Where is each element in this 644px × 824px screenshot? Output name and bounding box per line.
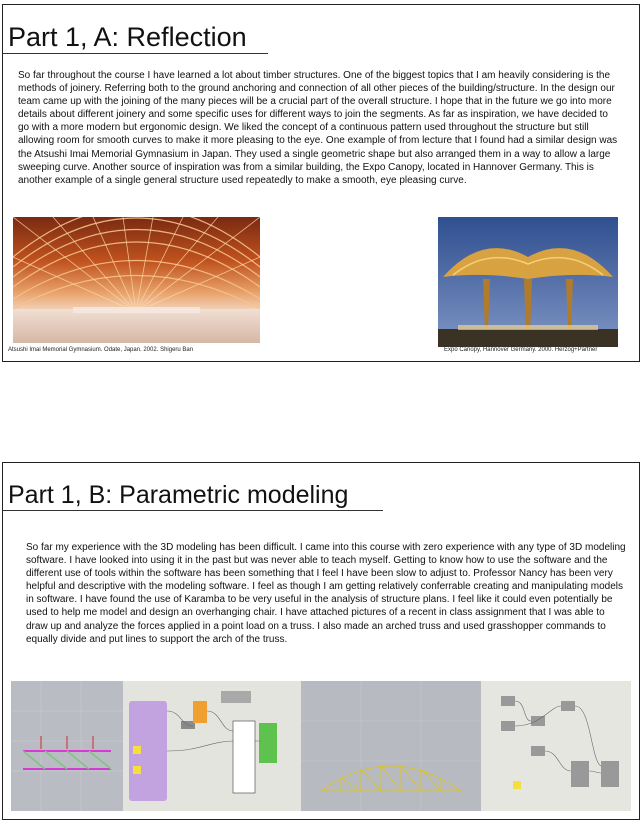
slide-title: Part 1, A: Reflection [8,22,247,52]
gymnasium-photo [13,217,260,343]
arched-truss-screenshot [301,681,631,811]
slide-title: Part 1, B: Parametric modeling [8,481,349,509]
slide-parametric-modeling [2,462,640,820]
slide-reflection [2,4,640,362]
title-underline [3,53,268,54]
gymnasium-caption: Atsushi Imai Memorial Gymnasium. Odate, Japan. 2002. Shigeru Ban [8,347,194,353]
expo-canopy-caption: Expo Canopy, Hannover Germany. 2000. Herzog+Partner [444,347,598,353]
reflection-paragraph: So far throughout the course I have learned a lot about timber structures. One of the biggest topics that I am heavily considering is the methods of joinery. Referring both to the ground anchoring and connection of all other pieces of the building/structure. In the design our team came up with the joining of the many pieces will be a crucial part of the overall structure. I hope that in the future we go into more details about different joinery and some specific uses for different ways to join the segments. As far as inspiration, we have decided to go with a more modern but ergonomic design. We liked the concept of a continuous pattern used throughout the structure but still allowing room for smooth curves to make it more pleasing to the eye. One example of from lecture that I found had a similar design was the Atsushi Imai Memorial Gymnasium in Japan. They used a single geometric shape but also arranged them in a way to allow a large sweeping curve. Another source of inspiration was from a similar building, the Expo Canopy, located in Hannover Germany. This is another example of a single general structure used repeatedly to make a smooth, eye pleasing curve. [18,70,618,186]
expo-canopy-photo [438,217,618,347]
truss-model-screenshot [11,681,301,811]
parametric-paragraph: So far my experience with the 3D modeling has been difficult. I came into this course with zero experience with any type of 3D modeling software. I have looked into using it in the past but was never able to teach myself. Getting to know how to use the software and the different use of tools within the software has been something that I feel I have been slow to adjust to. Professor Nancy has been very helpful and descriptive with the modeling software. I feel as though I am getting relatively conferrable creating and manipulating models in software. I have found the use of Karamba to be very useful in the analysis of structure plans. I feel like it could even potentially be used to help me model and design an overhanging chair. I have attached pictures of a recent in class assignment that I was able to draw up and analyze the forces applied in a point load on a truss. I also made an arched truss and used grasshopper commands to equally divide and put lines to support the arch of the truss. [26,542,626,645]
title-underline [3,510,383,511]
